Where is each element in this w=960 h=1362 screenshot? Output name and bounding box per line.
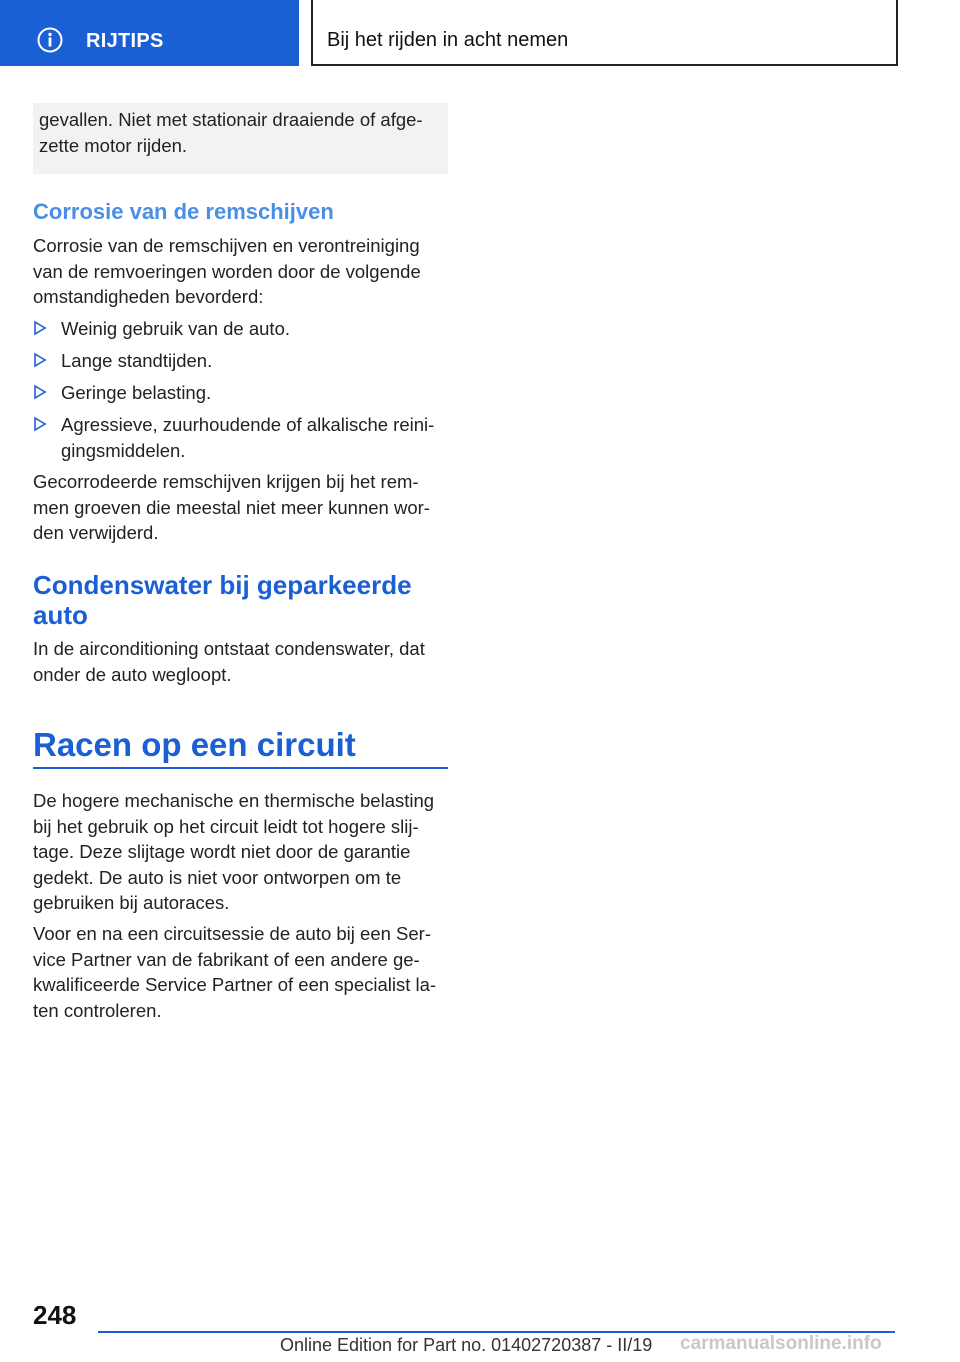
text-line: den verwijderd. <box>33 522 159 543</box>
list-item-text: Weinig gebruik van de auto. <box>61 318 291 339</box>
section-tab[interactable] <box>0 0 299 66</box>
text-line: tage. Deze slijtage wordt niet door de garantie <box>33 841 411 862</box>
text-line: gebruiken bij autoraces. <box>33 892 230 913</box>
text-line: Corrosie van de remschijven en verontreiniging <box>33 235 420 256</box>
racing-paragraph-2 <box>33 921 448 1023</box>
note-line: gevallen. Niet met stationair draaiende of afge- <box>39 109 423 130</box>
text-line: vice Partner van de fabrikant of een andere ge- <box>33 948 420 970</box>
section-title: RIJTIPS <box>86 30 164 52</box>
note-box <box>33 103 448 174</box>
text-line: Agressieve, zuurhoudende of alkalische reini- <box>61 414 435 435</box>
list-item-text: Lange standtijden. <box>61 350 213 371</box>
chapter-title: Bij het rijden in acht nemen <box>327 29 569 51</box>
edition-text: Online Edition for Part no. 01402720387 - II/19 <box>280 1335 653 1355</box>
text-line: Voor en na een circuitsessie de auto bij een Ser- <box>33 923 431 944</box>
text-line: bij het gebruik op het circuit leidt tot hogere slij- <box>33 815 419 837</box>
text-line: kwalificeerde Service Partner of een specialist la- <box>33 974 437 995</box>
racing-paragraph-1 <box>33 788 448 916</box>
corrosion-outro <box>33 469 448 546</box>
text-line: van de remvoeringen worden door de volgende <box>33 260 421 282</box>
triangle-bullet-icon <box>33 384 47 400</box>
chapter-header <box>311 0 898 66</box>
text-line: gedekt. De auto is niet voor ontworpen om te <box>33 866 402 888</box>
text-line: men groeven die meestal niet meer kunnen wor- <box>33 496 430 518</box>
text-line: onder de auto wegloopt. <box>33 663 232 685</box>
heading-condenswater: Condenswater bij geparkeerde auto <box>33 570 412 630</box>
triangle-bullet-icon <box>33 320 47 336</box>
text-line: gingsmiddelen. <box>61 439 186 461</box>
condens-text <box>33 636 448 687</box>
text-line: De hogere mechanische en thermische belasting <box>33 790 435 811</box>
text-line: In de airconditioning ontstaat condenswater, dat <box>33 638 425 659</box>
page-number: 248 <box>33 1300 77 1330</box>
text-line: omstandigheden bevorderd: <box>33 286 264 307</box>
text-line: Gecorrodeerde remschijven krijgen bij het rem- <box>33 471 419 492</box>
heading-divider <box>33 767 448 769</box>
text-line: ten controleren. <box>33 999 162 1021</box>
list-item-text <box>61 412 448 463</box>
info-icon <box>37 27 63 53</box>
corrosion-intro <box>33 233 448 310</box>
watermark: carmanualsonline.info <box>680 1333 882 1354</box>
triangle-bullet-icon <box>33 416 47 432</box>
triangle-bullet-icon <box>33 352 47 368</box>
heading-corrosion: Corrosie van de remschijven <box>33 199 334 224</box>
list-item-text: Geringe belasting. <box>61 382 212 403</box>
note-line: zette motor rijden. <box>39 135 188 156</box>
heading-racing: Racen op een circuit <box>33 726 356 763</box>
